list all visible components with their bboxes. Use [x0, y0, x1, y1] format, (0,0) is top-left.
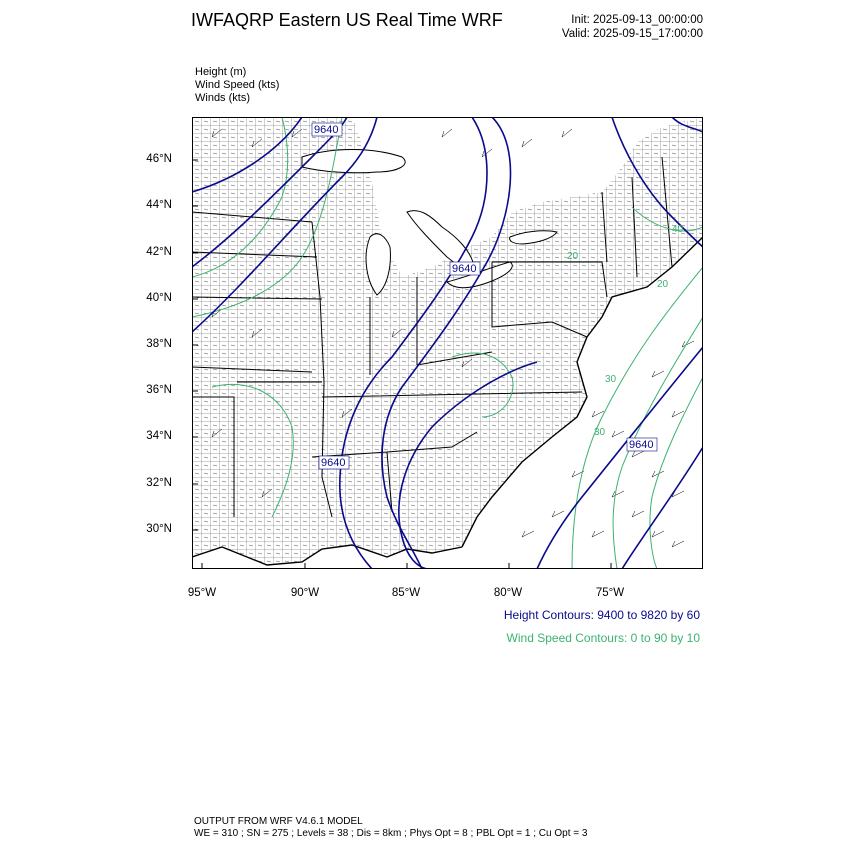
wind-label: 30 [594, 427, 606, 438]
land-county-texture [192, 117, 703, 565]
weather-map [192, 117, 703, 569]
lon-label: 85°W [391, 587, 421, 599]
lat-label: 30°N [146, 523, 172, 535]
wind-label: 20 [567, 251, 579, 262]
height-label: 9640 [314, 124, 339, 136]
lat-label: 38°N [146, 338, 172, 350]
lon-label: 75°W [595, 587, 625, 599]
lon-label: 90°W [290, 587, 320, 599]
footer-settings: WE = 310 ; SN = 275 ; Levels = 38 ; Dis = 8km ; Phys Opt = 8 ; PBL Opt = 1 ; Cu Opt = 3 [194, 828, 588, 839]
lat-label: 42°N [146, 246, 172, 258]
lat-label: 32°N [146, 477, 172, 489]
field-wind-speed: Wind Speed (kts) [195, 79, 280, 91]
lat-label: 46°N [146, 153, 172, 165]
lake-superior [302, 150, 405, 173]
height-contour-legend: Height Contours: 9400 to 9820 by 60 [503, 608, 700, 622]
init-time: Init: 2025-09-13_00:00:00 [571, 14, 703, 26]
lat-label: 36°N [146, 384, 172, 396]
lat-label: 34°N [146, 430, 172, 442]
valid-time: Valid: 2025-09-15_17:00:00 [561, 28, 703, 40]
wind-label: 40 [672, 224, 684, 235]
height-label: 9640 [321, 457, 346, 469]
wind-label: 20 [657, 279, 669, 290]
lon-label: 80°W [493, 587, 523, 599]
plot-title: IWFAQRP Eastern US Real Time WRF [191, 10, 503, 30]
field-winds: Winds (kts) [195, 92, 250, 104]
height-label: 9640 [452, 263, 477, 275]
height-label: 9640 [629, 439, 654, 451]
lat-label: 40°N [146, 292, 172, 304]
lon-label: 95°W [187, 587, 217, 599]
wind-label: 30 [605, 374, 617, 385]
footer-model: OUTPUT FROM WRF V4.6.1 MODEL [194, 816, 363, 827]
wind-contour-legend: Wind Speed Contours: 0 to 90 by 10 [506, 631, 700, 645]
lat-label: 44°N [146, 199, 172, 211]
field-height: Height (m) [195, 66, 247, 78]
